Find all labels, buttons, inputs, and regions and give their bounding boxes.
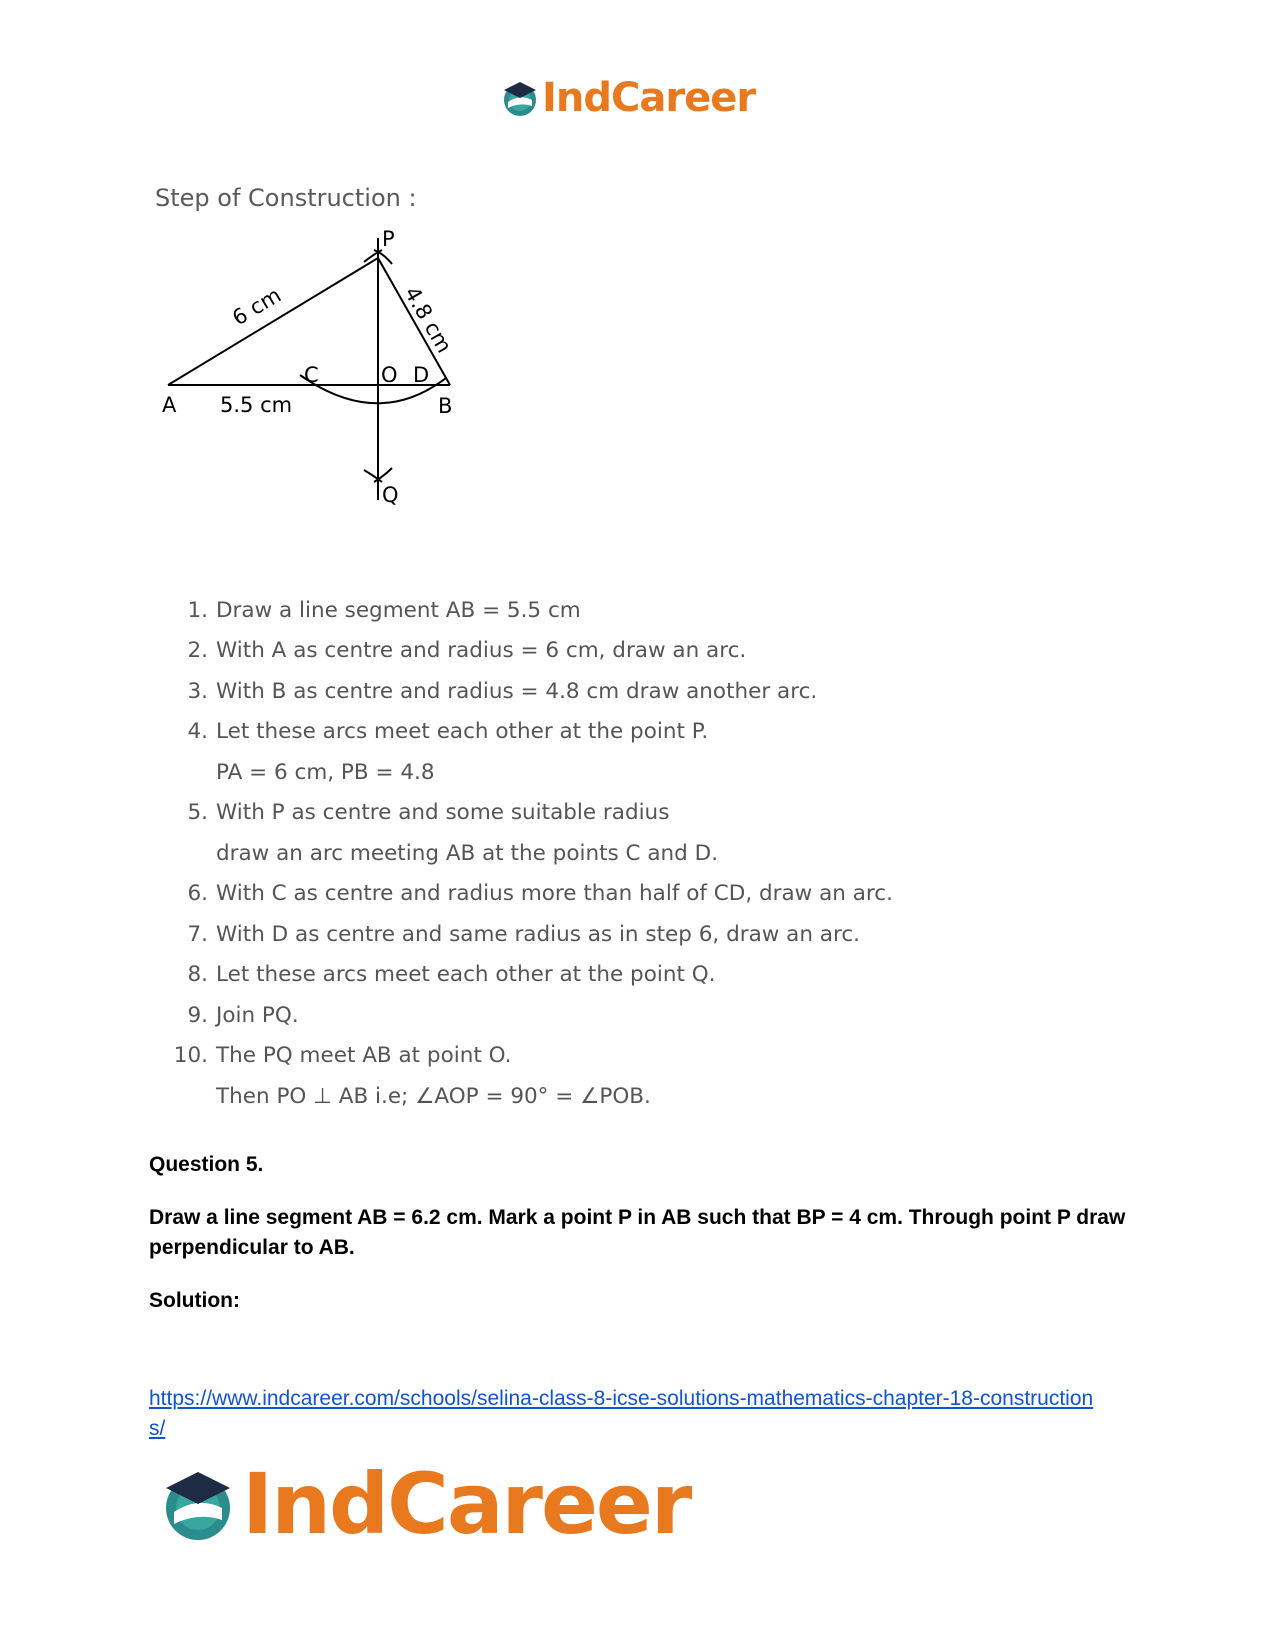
- step-line: [170, 752, 893, 793]
- footer-logo: [158, 1455, 691, 1553]
- step-number: 10.: [173, 1043, 208, 1069]
- logo-text: IndCareer: [242, 1455, 691, 1553]
- step-number: 7.: [187, 921, 208, 947]
- step-text: draw an arc meeting AB at the points C and D.: [216, 840, 719, 866]
- label-q: Q: [382, 483, 399, 507]
- footer-link[interactable]: https://www.indcareer.com/schools/selina-class-8-icse-solutions-mathematics-chapter-18-constructions/: [149, 1387, 1094, 1440]
- arc-p-right: [374, 250, 392, 264]
- step-line: [170, 671, 893, 712]
- construction-figure: [160, 230, 500, 530]
- step-line: [170, 874, 893, 915]
- header-logo: [500, 75, 756, 121]
- step-number: 4.: [187, 719, 208, 745]
- label-d: D: [413, 363, 430, 387]
- step-text: The PQ meet AB at point O.: [216, 1043, 512, 1069]
- logo-text: IndCareer: [542, 75, 756, 121]
- step-number: 8.: [187, 962, 208, 988]
- step-number: 1.: [187, 597, 208, 623]
- step-line: [170, 793, 893, 834]
- step-text: With P as centre and some suitable radius: [216, 800, 670, 826]
- step-line: [170, 590, 893, 631]
- step-line: [170, 1076, 893, 1117]
- label-c: C: [304, 363, 319, 387]
- step-line: [170, 1036, 893, 1077]
- step-number: 3.: [187, 678, 208, 704]
- graduation-cap-globe-icon: [500, 78, 540, 118]
- construction-heading: Step of Construction :: [155, 184, 417, 212]
- segment-ap: [168, 258, 378, 385]
- label-b: B: [438, 394, 453, 418]
- step-number: 6.: [187, 881, 208, 907]
- arc-q-left: [364, 470, 382, 482]
- label-o: O: [381, 363, 398, 387]
- step-text: With D as centre and same radius as in step 6, draw an arc.: [216, 921, 860, 947]
- step-text: PA = 6 cm, PB = 4.8: [216, 759, 435, 785]
- question-title: Question 5.: [149, 1153, 264, 1176]
- solution-label: Solution:: [149, 1289, 240, 1312]
- graduation-cap-globe-icon: [158, 1464, 238, 1544]
- step-text: Let these arcs meet each other at the point Q.: [216, 962, 716, 988]
- step-text: With B as centre and radius = 4.8 cm draw another arc.: [216, 678, 818, 704]
- step-text: Join PQ.: [216, 1002, 299, 1028]
- step-text: With C as centre and radius more than half of CD, draw an arc.: [216, 881, 893, 907]
- arc-q-right: [374, 468, 392, 482]
- label-p: P: [382, 230, 395, 251]
- step-text: Let these arcs meet each other at the point P.: [216, 719, 709, 745]
- label-ap-length: 6 cm: [228, 282, 286, 331]
- step-text: Draw a line segment AB = 5.5 cm: [216, 597, 581, 623]
- label-a: A: [162, 393, 177, 417]
- step-line: [170, 712, 893, 753]
- construction-steps: [170, 590, 893, 1117]
- label-ab-length: 5.5 cm: [220, 393, 293, 417]
- question-body: Draw a line segment AB = 6.2 cm. Mark a point P in AB such that BP = 4 cm. Through point P draw perpendicular to AB.: [149, 1206, 1126, 1259]
- step-text: Then PO ⊥ AB i.e; ∠AOP = 90° = ∠POB.: [216, 1083, 651, 1109]
- step-line: [170, 995, 893, 1036]
- step-number: 2.: [187, 638, 208, 664]
- step-line: [170, 631, 893, 672]
- label-bp-length: 4.8 cm: [399, 282, 457, 357]
- step-line: [170, 955, 893, 996]
- step-number: 5.: [187, 800, 208, 826]
- step-number: 9.: [187, 1002, 208, 1028]
- step-text: With A as centre and radius = 6 cm, draw an arc.: [216, 638, 747, 664]
- step-line: [170, 833, 893, 874]
- step-line: [170, 914, 893, 955]
